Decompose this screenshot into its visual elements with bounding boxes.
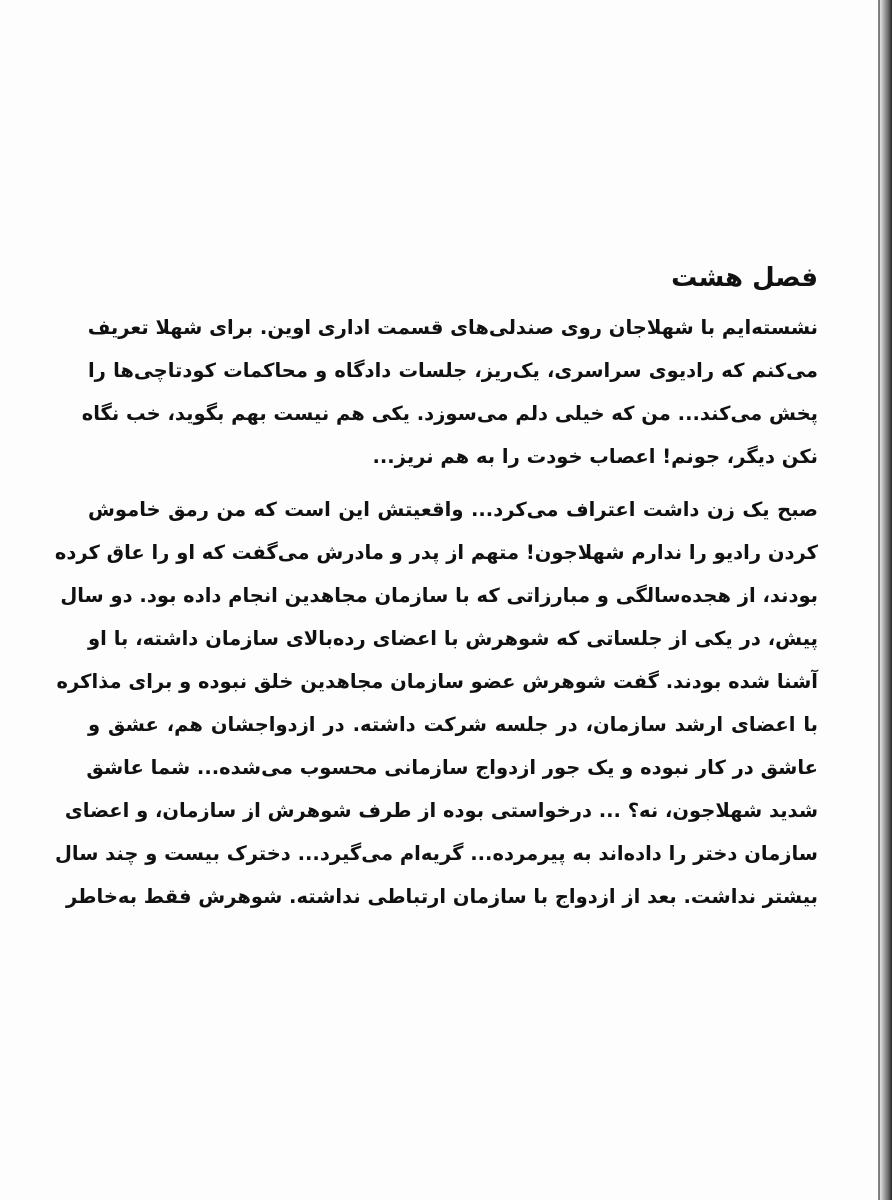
chapter-title: فصل هشت — [671, 263, 818, 293]
text-line: شدید شهلاجون، نه؟ ... درخواستی بوده از طرف شوهرش از سازمان، و اعضای — [64, 799, 818, 822]
paragraph-1 — [81, 306, 818, 478]
paragraph-2 — [54, 488, 818, 918]
text-line: بیشتر نداشت. بعد از ازدواج با سازمان ارتباطی نداشته. شوهرش فقط به‌خاطر — [66, 885, 818, 908]
text-line: پیش، در یکی از جلساتی که شوهرش با اعضای رده‌بالای سازمان داشته، با او — [88, 627, 818, 650]
page-edge-line — [878, 0, 880, 1200]
text-line: عاشق در کار نبوده و یک جور ازدواج سازمانی محسوب می‌شده... شما عاشق — [86, 756, 818, 779]
text-line: می‌کنم که رادیوی سراسری، یک‌ریز، جلسات دادگاه و محاکمات کودتاچی‌ها را — [88, 359, 818, 382]
text-line: نکن دیگر، جونم! اعصاب خودت را به هم نریز... — [372, 445, 818, 468]
text-line: صبح یک زن داشت اعتراف می‌کرد... واقعیتش این است که من رمق خاموش — [88, 498, 818, 521]
text-line: کردن رادیو را ندارم شهلاجون! متهم از پدر و مادرش می‌گفت که او را عاق کرده — [54, 541, 818, 564]
paragraph-gap — [88, 478, 818, 488]
text-line: پخش می‌کند... من که خیلی دلم می‌سوزد. یکی هم نیست بهم بگوید، خب نگاه — [81, 402, 818, 425]
text-line: نشسته‌ایم با شهلاجان روی صندلی‌های قسمت اداری اوین. برای شهلا تعریف — [87, 316, 818, 339]
page-edge-shadow — [878, 0, 892, 1200]
page-content — [54, 258, 818, 918]
text-line: آشنا شده بودند. گفت شوهرش عضو سازمان مجاهدین خلق نبوده و برای مذاکره — [56, 670, 818, 693]
text-line: با اعضای ارشد سازمان، در جلسه شرکت داشته. در ازدواجشان هم، عشق و — [88, 713, 818, 736]
text-line: سازمان دختر را داده‌اند به پیرمرده... گریه‌ام می‌گیرد... دخترک بیست و چند سال — [54, 842, 818, 865]
text-line: بودند، از هجده‌سالگی و مبارزاتی که با سازمان مجاهدین انجام داده بود. دو سال — [60, 584, 818, 607]
